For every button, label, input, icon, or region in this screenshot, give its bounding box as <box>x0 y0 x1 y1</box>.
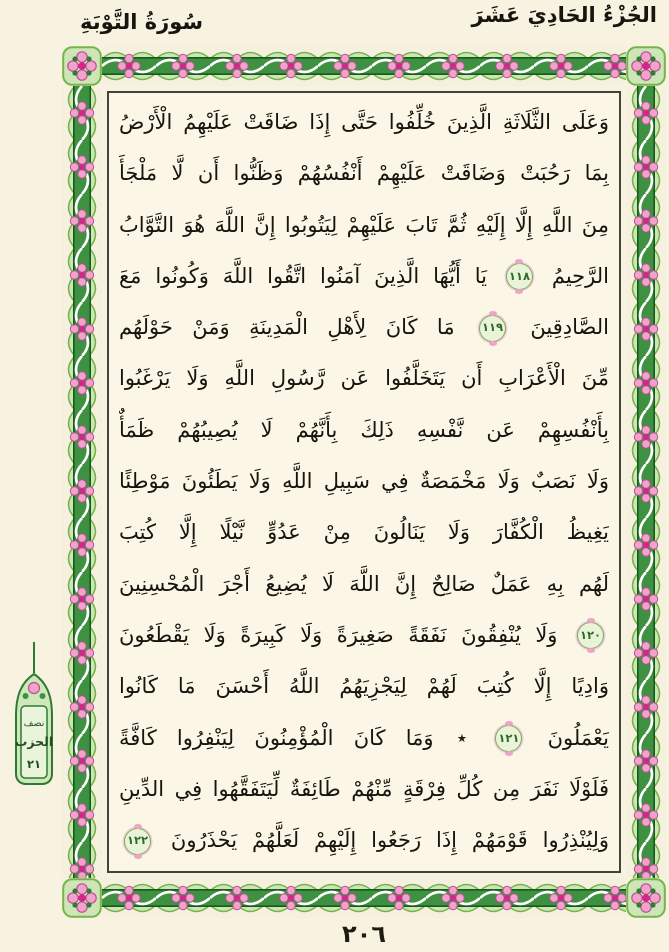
hizb-number-label: ٢١ <box>26 757 42 771</box>
aya-number-marker: ١١٩ <box>479 315 506 342</box>
hizb-marker-badge <box>8 642 60 788</box>
quran-line <box>119 610 609 661</box>
quran-line <box>119 661 609 712</box>
quran-line <box>119 507 609 558</box>
aya-text: الصَّادِقِينَ <box>530 315 609 340</box>
aya-number-marker: ١٢٢ <box>124 828 151 855</box>
corner-flower-icon <box>626 878 666 918</box>
quran-line <box>119 353 609 404</box>
quran-line <box>119 405 609 456</box>
quran-line <box>119 97 609 148</box>
aya-text: لَهُم بِهِ عَمَلٌ صَالِحٌ إِنَّ اللَّهَ لَا يُضِيعُ أَجْرَ الْمُحْسِنِينَ <box>119 571 609 596</box>
aya-text: وَادِيًا إِلَّا كُتِبَ لَهُمْ لِيَجْزِيَهُمُ اللَّهُ أَحْسَنَ مَا كَانُوا <box>119 674 609 699</box>
border-left-ornament <box>62 86 102 878</box>
quran-line <box>119 713 609 764</box>
corner-flower-icon <box>626 46 666 86</box>
quran-line <box>119 815 609 866</box>
aya-text: يَغِيظُ الْكُفَّارَ وَلَا يَنَالُونَ مِنْ عَدُوٍّ نَّيْلًا إِلَّا كُتِبَ <box>119 520 609 545</box>
hizb-word-label: الحزب <box>14 734 54 749</box>
quran-line <box>119 251 609 302</box>
aya-text: فَلَوْلَا نَفَرَ مِن كُلِّ فِرْقَةٍ مِّنْهُمْ طَائِفَةٌ لِّيَتَفَقَّهُوا فِي الدِّينِ <box>119 776 609 801</box>
aya-text: وَمَا كَانَ الْمُؤْمِنُونَ لِيَنْفِرُوا كَافَّةً <box>119 725 434 750</box>
aya-number-marker: ١٢٠ <box>577 622 604 649</box>
aya-text: بِأَنْفُسِهِمْ عَن نَّفْسِهِ ذَلِكَ بِأَنَّهُمْ لَا يُصِيبُهُمْ ظَمَأٌ <box>119 417 609 442</box>
quran-lines <box>119 97 609 867</box>
hizb-half-label: نصف <box>23 718 45 729</box>
surah-title: سُورَةُ التَّوْبَةِ <box>80 10 204 34</box>
corner-flower-icon <box>62 46 102 86</box>
border-right-ornament <box>626 86 666 878</box>
aya-text: وَعَلَى الثَّلَاثَةِ الَّذِينَ خُلِّفُوا حَتَّى إِذَا ضَاقَتْ عَلَيْهِمُ الْأَرْضُ <box>119 110 609 134</box>
border-bottom-ornament <box>102 878 626 918</box>
aya-text: يَا أَيُّهَا الَّذِينَ آمَنُوا اتَّقُوا اللَّهَ وَكُونُوا مَعَ <box>119 263 488 288</box>
aya-text: مِنَ اللَّهِ إِلَّا إِلَيْهِ ثُمَّ تَابَ عَلَيْهِمْ لِيَتُوبُوا إِنَّ اللَّهَ هُوَ التَّوَّابُ <box>119 212 609 237</box>
aya-text: مَا كَانَ لِأَهْلِ الْمَدِينَةِ وَمَنْ حَوْلَهُم <box>119 315 455 340</box>
corner-flower-icon <box>62 878 102 918</box>
aya-text: الرَّحِيمُ <box>551 263 609 288</box>
juz-title: الجُزْءُ الحَادِيَ عَشَرَ <box>471 3 657 27</box>
aya-number-marker: ١٢١ <box>495 725 522 752</box>
quran-line <box>119 302 609 353</box>
aya-number-marker: ١١٨ <box>506 263 533 290</box>
border-top-ornament <box>102 46 626 86</box>
quran-line <box>119 148 609 199</box>
quran-line <box>119 200 609 251</box>
aya-text: وَلَا نَصَبٌ وَلَا مَخْمَصَةٌ فِي سَبِيلِ اللَّهِ وَلَا يَطَئُونَ مَوْطِئًا <box>119 469 609 494</box>
aya-text: مِّنَ الْأَعْرَابِ أَن يَتَخَلَّفُوا عَن رَّسُولِ اللَّهِ وَلَا يَرْغَبُوا <box>119 366 609 391</box>
aya-text: وَلَا يُنْفِقُونَ نَفَقَةً صَغِيرَةً وَلَا كَبِيرَةً وَلَا يَقْطَعُونَ <box>119 622 558 647</box>
quran-line <box>119 559 609 610</box>
aya-text: بِمَا رَحُبَتْ وَضَاقَتْ عَلَيْهِمْ أَنْفُسُهُمْ وَظَنُّوا أَن لَّا مَلْجَأَ <box>119 161 609 186</box>
ornamental-frame <box>62 46 666 918</box>
quran-line <box>119 764 609 815</box>
rub-el-hizb-icon: ٭ <box>456 726 468 749</box>
quran-line <box>119 456 609 507</box>
badge-flower-icon <box>29 683 40 694</box>
aya-text: يَعْمَلُونَ <box>547 725 609 750</box>
aya-text: وَلِيُنْذِرُوا قَوْمَهُمْ إِذَا رَجَعُوا إِلَيْهِمْ لَعَلَّهُمْ يَحْذَرُونَ <box>170 828 609 853</box>
page-number: ٢٠٦ <box>342 920 386 948</box>
